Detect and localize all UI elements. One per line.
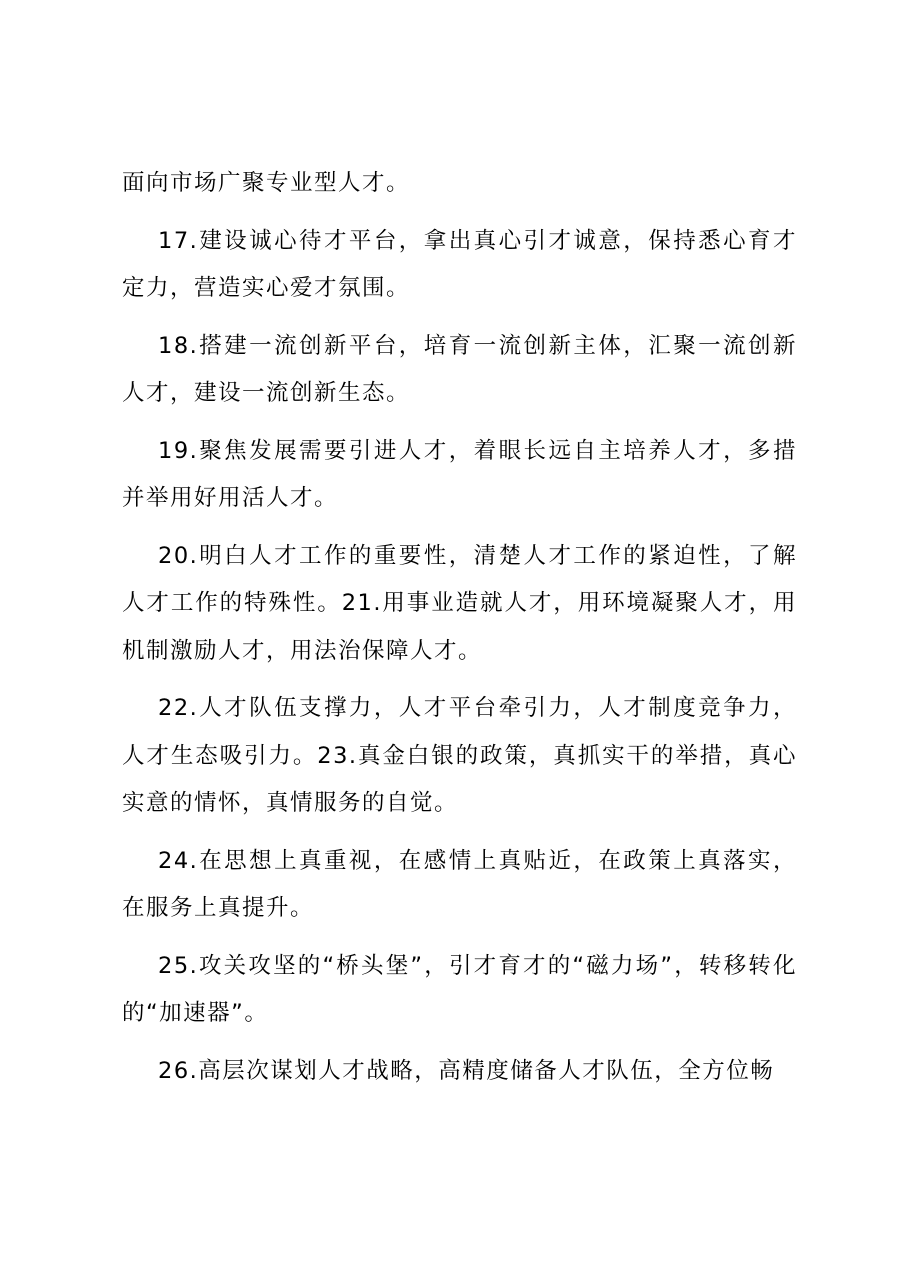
document-body: [122, 160, 797, 1105]
paragraph-20-21: 20.明白人才工作的重要性，清楚人才工作的紧迫性，了解人才工作的特殊性。21.用事业造就人才，用环境凝聚人才，用机制激励人才，用法治保障人才。: [122, 542, 797, 664]
paragraph-25: 25.攻关攻坚的“桥头堡”，引才育才的“磁力场”，转移转化的“加速器”。: [122, 952, 797, 1026]
paragraph-19: 19.聚焦发展需要引进人才，着眼长远自主培养人才，多措并举用好用活人才。: [122, 437, 797, 511]
paragraph-17: 17.建设诚心待才平台，拿出真心引才诚意，保持悉心育才定力，营造实心爱才氛围。: [122, 227, 797, 301]
paragraph-18: 18.搭建一流创新平台，培育一流创新主体，汇聚一流创新人才，建设一流创新生态。: [122, 332, 797, 406]
paragraph-22-23: 22.人才队伍支撑力，人才平台牵引力，人才制度竞争力，人才生态吸引力。23.真金白银的政策，真抓实干的举措，真心实意的情怀，真情服务的自觉。: [122, 695, 797, 816]
paragraph-26: 26.高层次谋划人才战略，高精度储备人才队伍，全方位畅: [158, 1057, 775, 1084]
paragraph-continuation: 面向市场广聚专业型人才。: [122, 170, 411, 196]
paragraph-24: 24.在思想上真重视，在感情上真贴近，在政策上真落实，在服务上真提升。: [122, 847, 797, 921]
